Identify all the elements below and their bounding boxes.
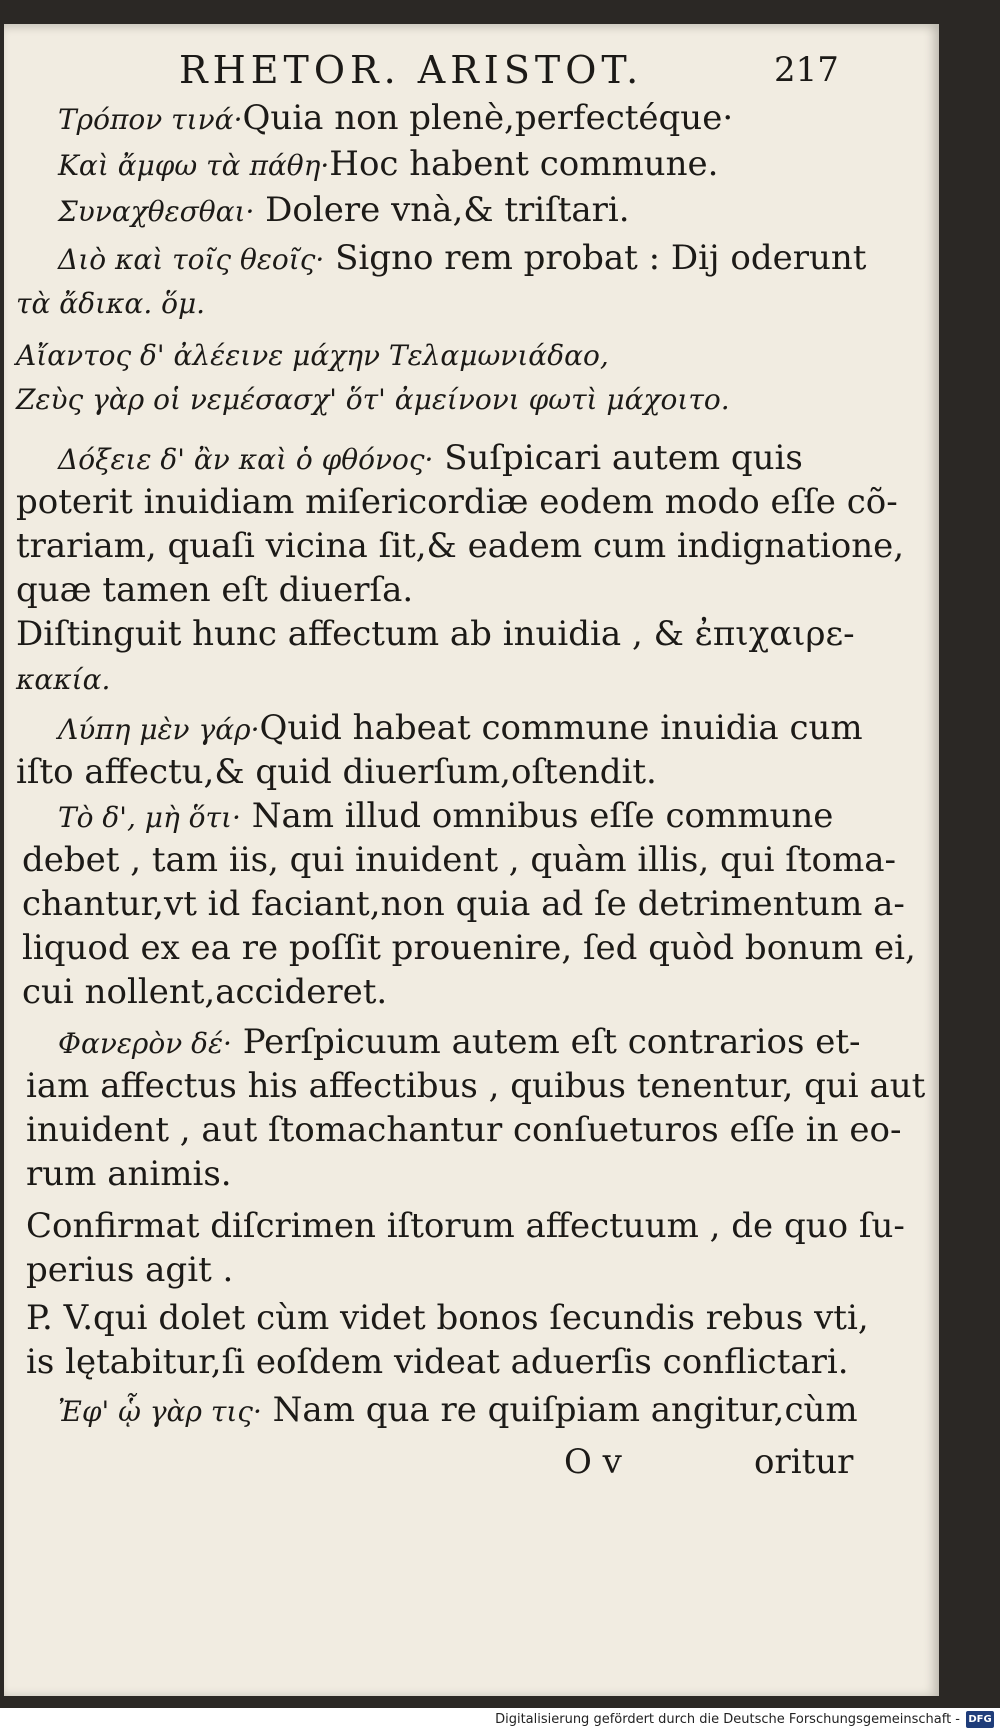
- greek-lemma: κακία.: [16, 663, 111, 696]
- text-line: [58, 188, 630, 234]
- latin-gloss: Nam illud omnibus eſſe commune: [240, 796, 834, 836]
- text-line: [16, 524, 904, 568]
- latin-gloss: Diſtinguit hunc affectum ab inuidia , & ἐπιχαιρε-: [16, 614, 855, 654]
- latin-gloss: trariam, quaſi vicina ſit,& eadem cum indignatione,: [16, 526, 905, 566]
- text-line: [16, 480, 898, 524]
- page-number: 217: [774, 50, 839, 90]
- latin-gloss: Nam qua re quiſpiam angitur,cùm: [261, 1390, 858, 1430]
- latin-gloss: P. V.qui dolet cùm videt bonos ſecundis rebus vti,: [26, 1298, 869, 1338]
- latin-gloss: liquod ex ea re poſſit prouenire, ſed quòd bonum ei,: [22, 928, 916, 968]
- latin-gloss: Confirmat diſcrimen iſtorum affectuum , de quo ſu-: [26, 1206, 905, 1246]
- text-line: [58, 1388, 858, 1434]
- text-line: [58, 236, 866, 282]
- text-line: [16, 656, 110, 702]
- text-line: [22, 882, 905, 926]
- text-line: [26, 1108, 901, 1152]
- text-line: [58, 706, 863, 752]
- signature-mark: O v: [564, 1442, 622, 1482]
- greek-lemma: Δόξειε δ' ἂν καὶ ὁ φθόνος·: [58, 443, 434, 476]
- text-line: [16, 280, 205, 326]
- greek-verse: Ζεὺς γὰρ οἱ νεμέσασχ' ὅτ' ἀμείνονι φωτὶ μάχοιτο.: [16, 383, 730, 416]
- latin-gloss: quæ tamen eſt diuerſa.: [16, 570, 414, 610]
- greek-lemma: τὰ ἄδικα. ὅμ.: [16, 287, 206, 320]
- dfg-logo: DFG: [966, 1711, 994, 1728]
- latin-gloss: Quia non plenè,perfectéque·: [242, 98, 734, 138]
- text-line: [58, 794, 833, 840]
- greek-lemma: Λύπη μὲν γάρ·: [58, 713, 260, 746]
- digitization-credit: Digitalisierung gefördert durch die Deutsche Forschungsgemeinschaft -: [495, 1712, 960, 1727]
- greek-lemma: Φανερὸν δέ·: [58, 1027, 232, 1060]
- catchword: oritur: [754, 1442, 854, 1482]
- text-line: [16, 376, 730, 422]
- text-line: [22, 838, 896, 882]
- latin-gloss: iam affectus his affectibus , quibus tenentur, qui aut: [26, 1066, 926, 1106]
- book-page: [4, 24, 939, 1696]
- latin-gloss: Quid habeat commune inuidia cum: [259, 708, 863, 748]
- latin-gloss: Hoc habent commune.: [329, 144, 719, 184]
- running-head: RHETOR. ARISTOT.: [179, 48, 644, 92]
- text-line: [16, 332, 609, 378]
- text-line: [58, 1020, 860, 1066]
- text-line: [26, 1296, 869, 1340]
- text-line: [26, 1152, 232, 1196]
- greek-lemma: Συναχθεσθαι·: [58, 195, 255, 228]
- latin-gloss: Dolere vnà,& triſtari.: [254, 190, 630, 230]
- greek-lemma: Τρόπον τινά·: [58, 103, 243, 136]
- latin-gloss: rum animis.: [26, 1154, 232, 1194]
- latin-gloss: cui nollent,accideret.: [22, 972, 388, 1012]
- greek-lemma: Καὶ ἄμφω τὰ πάθη·: [58, 149, 330, 182]
- text-line: [26, 1204, 905, 1248]
- text-line: [16, 750, 657, 794]
- greek-lemma: Τὸ δ', μὴ ὅτι·: [58, 801, 241, 834]
- latin-gloss: Perſpicuum autem eſt contrarios et-: [231, 1022, 861, 1062]
- text-line: [58, 142, 718, 188]
- latin-gloss: perius agit .: [26, 1250, 234, 1290]
- text-line: [26, 1340, 849, 1384]
- latin-gloss: is lętabitur,ſi eoſdem videat aduerſis conflictari.: [26, 1342, 849, 1382]
- footer: [0, 1708, 1000, 1732]
- greek-verse: Αἴαντος δ' ἀλέεινε μάχην Τελαμωνιάδαο,: [16, 339, 609, 372]
- text-line: [26, 1248, 233, 1292]
- latin-gloss: debet , tam iis, qui inuident , quàm illis, qui ſtoma-: [22, 840, 897, 880]
- latin-gloss: Suſpicari autem quis: [433, 438, 803, 478]
- text-line: [58, 436, 803, 482]
- latin-gloss: iſto affectu,& quid diuerſum,oſtendit.: [16, 752, 657, 792]
- greek-lemma: Ἐφ' ᾧ γὰρ τις·: [58, 1395, 262, 1428]
- text-line: [16, 612, 855, 656]
- text-line: [26, 1064, 925, 1108]
- latin-gloss: poterit inuidiam miſericordiæ eodem modo eſſe cõ-: [16, 482, 898, 522]
- latin-gloss: inuident , aut ſtomachantur conſueturos eſſe in eo-: [26, 1110, 902, 1150]
- text-line: [58, 96, 733, 142]
- greek-lemma: Διὸ καὶ τοῖς θεοῖς·: [58, 243, 325, 276]
- latin-gloss: chantur,vt id faciant,non quia ad ſe detrimentum a-: [22, 884, 905, 924]
- latin-gloss: Signo rem probat : Dij oderunt: [324, 238, 867, 278]
- text-line: [16, 568, 413, 612]
- text-line: [22, 970, 387, 1014]
- text-line: [22, 926, 916, 970]
